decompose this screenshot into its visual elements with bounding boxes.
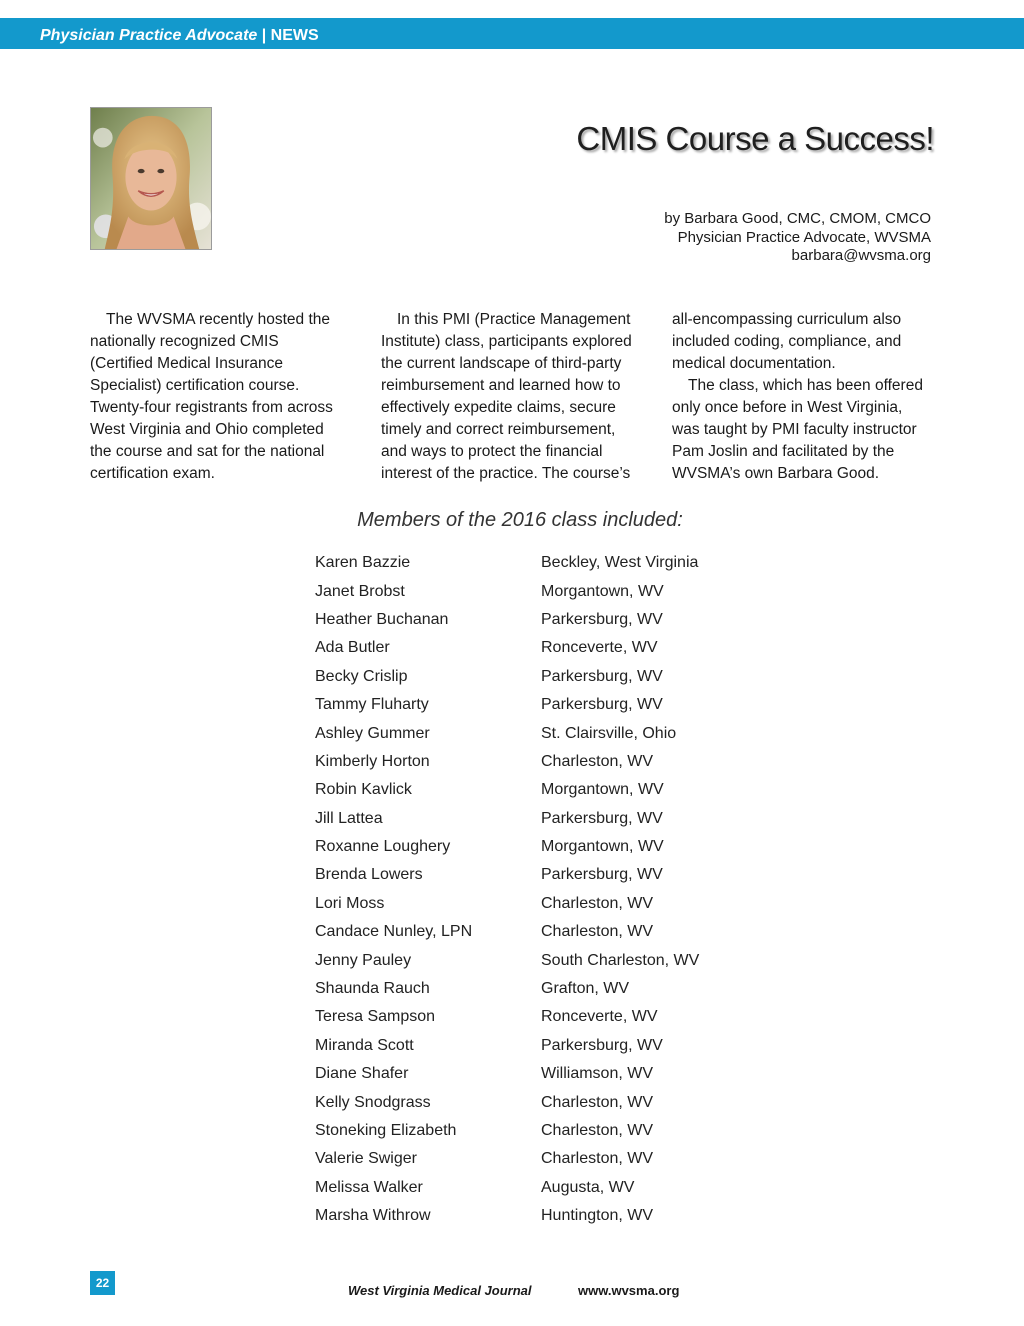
member-name: Becky Crislip — [315, 667, 408, 685]
member-name: Shaunda Rauch — [315, 980, 430, 998]
member-location: Ronceverte, WV — [541, 1008, 658, 1026]
list-item — [315, 691, 735, 719]
member-location: Huntington, WV — [541, 1207, 654, 1225]
members-heading: Members of the 2016 class included: — [357, 509, 683, 531]
member-name: Candace Nunley, LPN — [315, 923, 473, 941]
list-item — [315, 1003, 735, 1031]
list-item — [315, 1060, 735, 1088]
page-number: 22 — [90, 1271, 115, 1295]
paragraph: all-encompassing curriculum also included coding, compliance, and medical documentation. — [672, 311, 902, 372]
member-location: Parkersburg, WV — [541, 696, 663, 714]
article-column-3 — [672, 309, 924, 485]
member-name: Valerie Swiger — [315, 1150, 417, 1168]
member-name: Ada Butler — [315, 639, 390, 657]
article-column-2 — [381, 309, 633, 485]
member-location: Charleston, WV — [541, 752, 654, 770]
header-label — [40, 27, 319, 45]
list-item — [315, 719, 735, 747]
member-name: Marsha Withrow — [315, 1207, 431, 1225]
list-item — [315, 577, 735, 605]
byline-role: Physician Practice Advocate, WVSMA — [677, 228, 931, 246]
list-item — [315, 663, 735, 691]
members-list — [315, 549, 735, 1230]
member-location: Morgantown, WV — [541, 582, 664, 600]
member-location: Charleston, WV — [541, 1093, 654, 1111]
member-name: Roxanne Loughery — [315, 838, 451, 856]
byline-email: barbara@wvsma.org — [791, 247, 931, 264]
member-location: Grafton, WV — [541, 980, 630, 998]
list-item — [315, 890, 735, 918]
member-location: Augusta, WV — [541, 1178, 635, 1196]
list-item — [315, 918, 735, 946]
member-name: Kelly Snodgrass — [315, 1093, 431, 1111]
list-item — [315, 1202, 735, 1230]
member-location: Ronceverte, WV — [541, 639, 658, 657]
member-location: Beckley, West Virginia — [541, 554, 699, 572]
article-title: CMIS Course a Success! — [576, 120, 934, 157]
list-item — [315, 946, 735, 974]
member-name: Jenny Pauley — [315, 951, 412, 969]
member-name: Robin Kavlick — [315, 781, 412, 799]
list-item — [315, 1032, 735, 1060]
member-location: Parkersburg, WV — [541, 809, 663, 827]
member-name: Brenda Lowers — [315, 866, 423, 884]
member-location: Charleston, WV — [541, 894, 654, 912]
list-item — [315, 549, 735, 577]
list-item — [315, 1174, 735, 1202]
byline-author: by Barbara Good, CMC, CMOM, CMCO — [664, 210, 931, 227]
member-name: Ashley Gummer — [315, 724, 430, 742]
member-name: Teresa Sampson — [315, 1008, 436, 1026]
list-item — [315, 1088, 735, 1116]
list-item — [315, 748, 735, 776]
author-portrait-image — [91, 108, 211, 249]
member-name: Tammy Fluharty — [315, 696, 429, 714]
list-item — [315, 805, 735, 833]
member-name: Melissa Walker — [315, 1178, 423, 1196]
paragraph: The class, which has been offered only once before in West Virginia, was taught by PMI faculty instructor Pam Joslin and facilitated by the WVSMA’s own Barbara Good. — [672, 377, 923, 482]
member-location: Parkersburg, WV — [541, 667, 663, 685]
author-photo — [90, 107, 212, 250]
member-location: Morgantown, WV — [541, 838, 664, 856]
member-name: Miranda Scott — [315, 1036, 414, 1054]
header-separator: | — [257, 27, 271, 44]
member-name: Kimberly Horton — [315, 752, 430, 770]
header-bar — [0, 18, 1024, 49]
member-location: South Charleston, WV — [541, 951, 700, 969]
member-name: Heather Buchanan — [315, 610, 449, 628]
member-name: Janet Brobst — [315, 582, 405, 600]
list-item — [315, 606, 735, 634]
section-name: NEWS — [270, 27, 319, 44]
list-item — [315, 833, 735, 861]
member-location: Charleston, WV — [541, 923, 654, 941]
member-name: Karen Bazzie — [315, 554, 411, 572]
paragraph: The WVSMA recently hosted the nationally recognized CMIS (Certified Medical Insurance Specialist) certification course. Twenty-four registrants from across West Virginia and Ohio completed the course and sat for the national certification exam. — [90, 311, 333, 482]
list-item — [315, 776, 735, 804]
list-item — [315, 634, 735, 662]
publication-name: Physician Practice Advocate — [40, 27, 258, 44]
member-location: Parkersburg, WV — [541, 1036, 663, 1054]
member-name: Lori Moss — [315, 894, 385, 912]
list-item — [315, 861, 735, 889]
paragraph: In this PMI (Practice Management Institute) class, participants explored the current landscape of third-party reimbursement and learned how to effectively expedite claims, secure timely and correct reimbursement, and ways to protect the financial interest of the practice. The course’s — [381, 311, 632, 482]
list-item — [315, 1117, 735, 1145]
list-item — [315, 1145, 735, 1173]
byline — [664, 210, 931, 266]
member-name: Stoneking Elizabeth — [315, 1122, 457, 1139]
member-location: St. Clairsville, Ohio — [541, 724, 677, 742]
member-location: Charleston, WV — [541, 1150, 654, 1168]
list-item — [315, 975, 735, 1003]
member-name: Diane Shafer — [315, 1065, 409, 1083]
footer-url: www.wvsma.org — [578, 1283, 680, 1298]
member-location: Parkersburg, WV — [541, 866, 663, 884]
member-name: Jill Lattea — [315, 809, 383, 827]
member-location: Parkersburg, WV — [541, 610, 663, 628]
footer-journal-name: West Virginia Medical Journal — [348, 1283, 532, 1298]
member-location: Morgantown, WV — [541, 781, 664, 799]
member-location: Charleston, WV — [541, 1122, 654, 1139]
article-column-1 — [90, 309, 342, 485]
member-location: Williamson, WV — [541, 1065, 654, 1083]
